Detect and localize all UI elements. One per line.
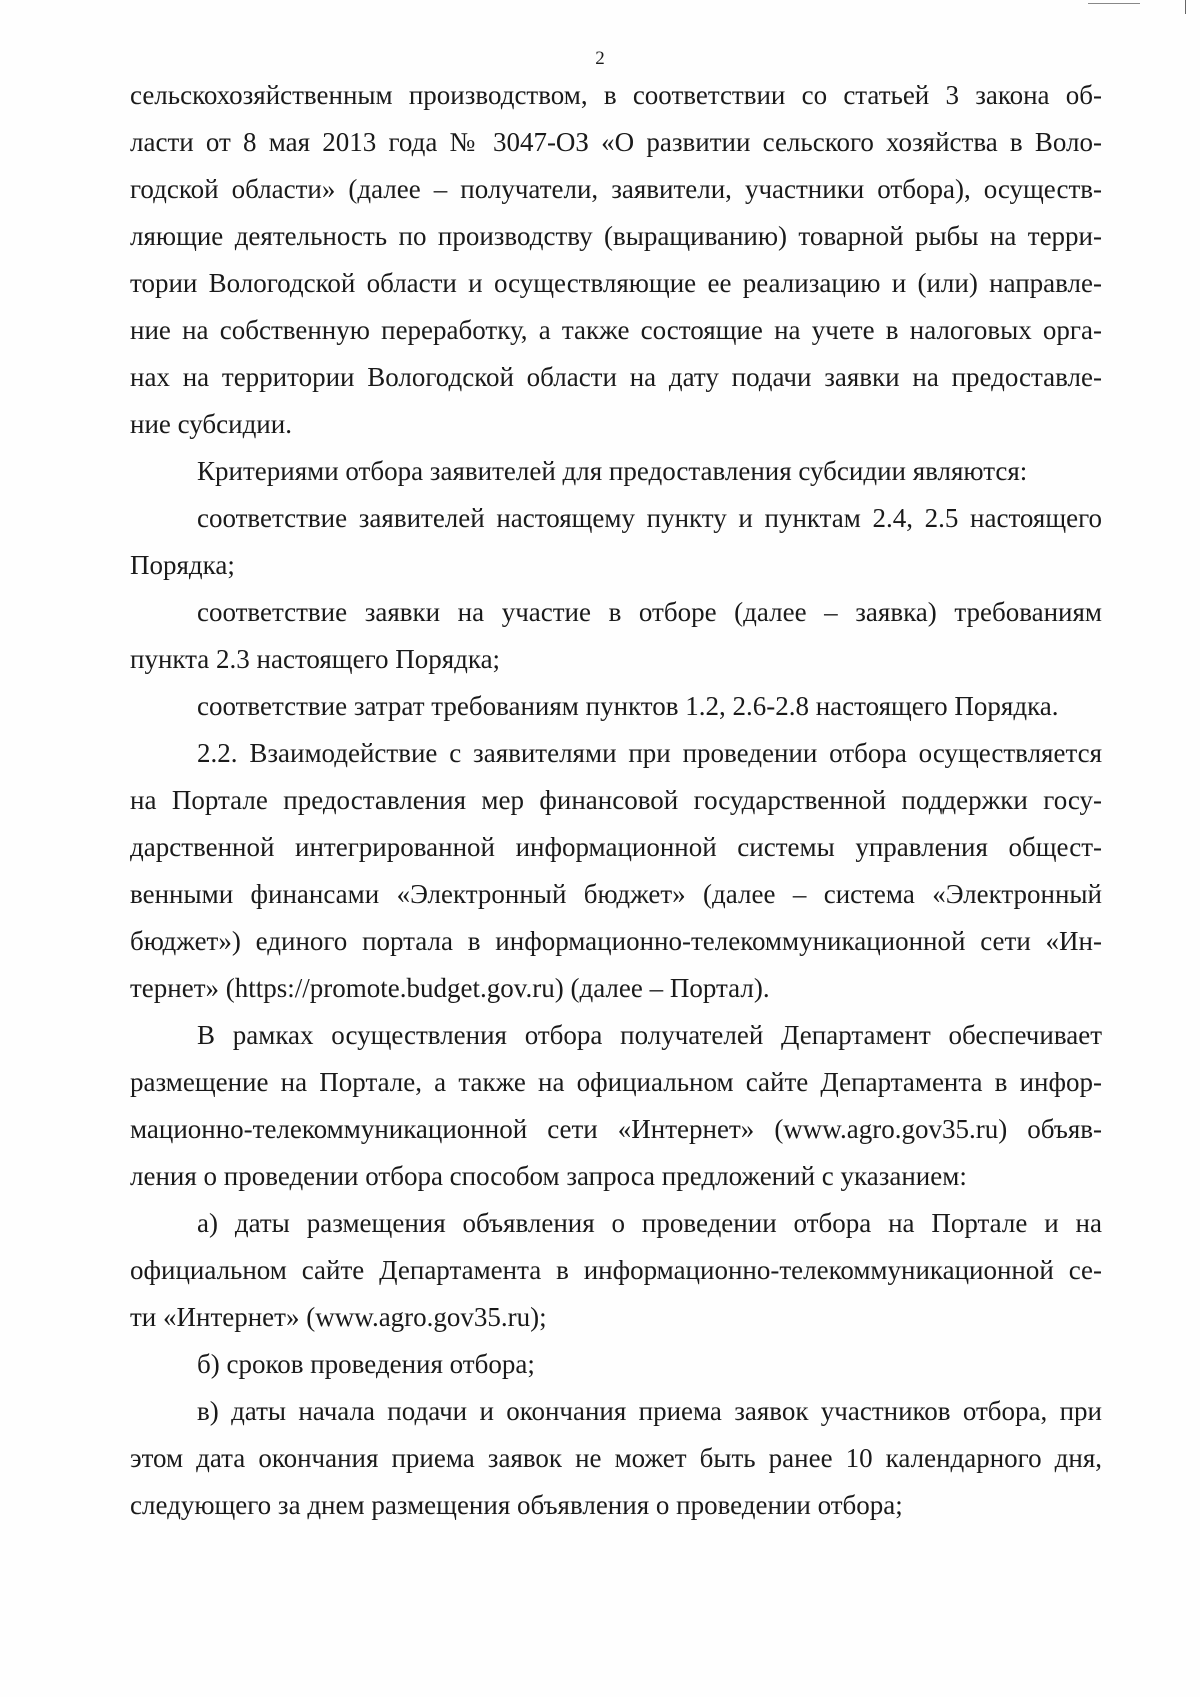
text-line: В рамках осуществления отбора получателей Департамент обеспечивает — [197, 1020, 1102, 1050]
paragraph — [130, 730, 1102, 1012]
scan-corner-mark — [1185, 0, 1186, 14]
text-line: тории Вологодской области и осуществляющие ее реализацию и (или) направле- — [130, 268, 1102, 298]
text-line: ляющие деятельность по производству (выращиванию) товарной рыбы на терри- — [130, 221, 1102, 251]
text-line: нах на территории Вологодской области на дату подачи заявки на предоставле- — [130, 362, 1102, 392]
document-body — [130, 72, 1102, 1529]
text-line: Критериями отбора заявителей для предоставления субсидии являются: — [197, 456, 1028, 486]
paragraph — [130, 72, 1102, 448]
text-line: бюджет») единого портала в информационно-телекоммуникационной сети «Ин- — [130, 926, 1102, 956]
paragraph — [130, 448, 1102, 495]
text-line: соответствие заявки на участие в отборе (далее – заявка) требованиям — [197, 597, 1102, 627]
paragraph — [130, 1012, 1102, 1200]
text-line: а) даты размещения объявления о проведении отбора на Портале и на — [197, 1208, 1102, 1238]
page-number: 2 — [595, 48, 605, 69]
text-line: Порядка; — [130, 550, 235, 580]
text-line: следующего за днем размещения объявления о проведении отбора; — [130, 1490, 903, 1520]
text-line: ти «Интернет» (www.agro.gov35.ru); — [130, 1302, 547, 1332]
text-line: 2.2. Взаимодействие с заявителями при проведении отбора осуществляется — [197, 738, 1102, 768]
text-line: венными финансами «Электронный бюджет» (далее – система «Электронный — [130, 879, 1102, 909]
scan-edge-mark — [1088, 3, 1140, 4]
paragraph — [130, 1341, 1102, 1388]
text-line: мационно-телекоммуникационной сети «Интернет» (www.agro.gov35.ru) объяв- — [130, 1114, 1102, 1144]
text-line: в) даты начала подачи и окончания приема заявок участников отбора, при — [197, 1396, 1102, 1426]
paragraph — [130, 589, 1102, 683]
paragraph — [130, 1200, 1102, 1341]
text-line: б) сроков проведения отбора; — [197, 1349, 535, 1379]
text-line: официальном сайте Департамента в информационно-телекоммуникационной се- — [130, 1255, 1102, 1285]
paragraph — [130, 683, 1102, 730]
text-line: ления о проведении отбора способом запроса предложений с указанием: — [130, 1161, 967, 1191]
paragraph — [130, 495, 1102, 589]
paragraph — [130, 1388, 1102, 1529]
text-line: этом дата окончания приема заявок не может быть ранее 10 календарного дня, — [130, 1443, 1102, 1473]
text-line: размещение на Портале, а также на официальном сайте Департамента в инфор- — [130, 1067, 1102, 1097]
text-line: ласти от 8 мая 2013 года № 3047-ОЗ «О развитии сельского хозяйства в Воло- — [130, 127, 1102, 157]
text-line: сельскохозяйственным производством, в соответствии со статьей 3 закона об- — [130, 80, 1102, 110]
text-line: ние субсидии. — [130, 409, 292, 439]
text-line: тернет» (https://promote.budget.gov.ru) (далее – Портал). — [130, 973, 770, 1003]
text-line: на Портале предоставления мер финансовой государственной поддержки госу- — [130, 785, 1102, 815]
text-line: соответствие заявителей настоящему пункту и пунктам 2.4, 2.5 настоящего — [197, 503, 1102, 533]
text-line: дарственной интегрированной информационной системы управления общест- — [130, 832, 1102, 862]
text-line: ние на собственную переработку, а также состоящие на учете в налоговых орга- — [130, 315, 1102, 345]
text-line: пункта 2.3 настоящего Порядка; — [130, 644, 501, 674]
text-line: годской области» (далее – получатели, заявители, участники отбора), осуществ- — [130, 174, 1102, 204]
text-line: соответствие затрат требованиям пунктов 1.2, 2.6-2.8 настоящего Порядка. — [197, 691, 1059, 721]
